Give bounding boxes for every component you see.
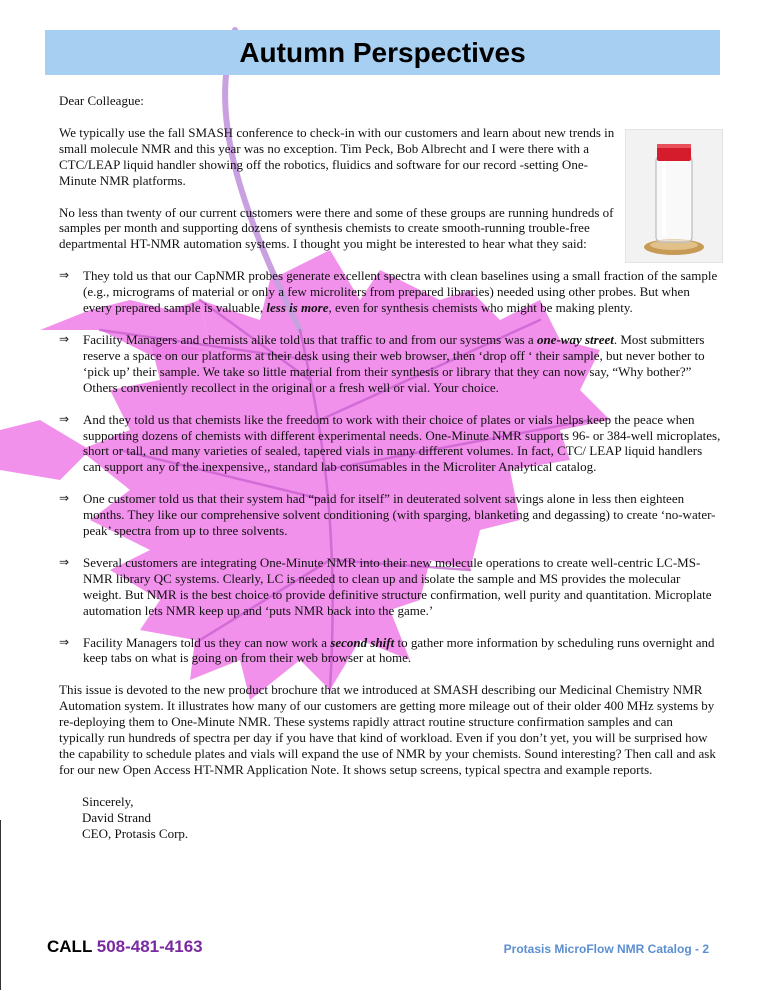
greeting: Dear Colleague: xyxy=(59,93,144,108)
page-title-banner xyxy=(45,30,720,75)
signoff: Sincerely, xyxy=(82,793,134,809)
bullet-item: ⇒ One customer told us that their system had “paid for itself” in deuterated solvent savings alone in less then eighteen months. They like our comprehensive solvent conditioning (with sparging, blanketing and degassing) to create ‘no-water-peak’ spectra from up to three solvents. xyxy=(59,491,716,539)
catalog-page-label: Protasis MicroFlow NMR Catalog - 2 xyxy=(503,942,709,956)
call-label: CALL xyxy=(47,937,93,956)
right-arrow-icon: ⇒ xyxy=(59,634,70,649)
bullet-item: ⇒ Facility Managers and chemists alike told us that traffic to and from our systems was a one-way street. Most submitters reserve a space on our platforms at their desk using their web browser, then ‘drop off ‘ their sample, but never bother to ‘pick up’ their sample. We take so little material from their synthesis or library that they can now say, “Why bother?” Others conveniently recollect in the original or a fresh well or vial. Your choice. xyxy=(59,331,705,395)
bullet-item: ⇒ Facility Managers told us they can now work a second shift to gather more information by scheduling runs overnight and keep tabs on what is going on from their web browser at home. xyxy=(59,634,715,666)
page-title: Autumn Perspectives xyxy=(239,37,526,68)
bullet-emphasis: less is more xyxy=(266,300,329,316)
signature-name: David Strand xyxy=(82,809,151,825)
phone-number: 508-481-4163 xyxy=(96,937,203,956)
right-arrow-icon: ⇒ xyxy=(59,331,70,346)
right-arrow-icon: ⇒ xyxy=(59,554,70,569)
bullet-emphasis: one-way street xyxy=(536,331,614,347)
bullet-item: ⇒ Several customers are integrating One-Minute NMR into their new molecule operations to create well-centric LC-MS-NMR library QC systems. Clearly, LC is needed to clean up and isolate the sample and MS provides the molecular weight. But NMR is the best choice to provide definitive structure confirmation, well purity and quantitation. Microplate automation lets NMR keep up and ‘puts NMR back into the game.’ xyxy=(59,554,712,618)
signature-title: CEO, Protasis Corp. xyxy=(82,825,189,841)
letter-body xyxy=(59,93,721,842)
right-arrow-icon: ⇒ xyxy=(59,268,70,283)
page-edge-line xyxy=(0,820,1,990)
bullet-item: ⇒ They told us that our CapNMR probes generate excellent spectra with clean baselines using a small fraction of the sample (e.g., micrograms of material or only a few microliters from prepared libraries) needed using other probes. But when every prepared sample is valuable, less is more, even for synthesis chemists who might be making plenty. xyxy=(59,268,718,316)
closing-paragraph: This issue is devoted to the new product brochure that we introduced at SMASH describing our Medicinal Chemistry NMR Automation system. It illustrates how many of our customers are getting more mileage out of their older 400 MHz systems by re-deploying them to One-Minute NMR. These systems rapidly attract routine structure confirmation samples and can typically run hundreds of spectra per day if you have that kind of workload. Even if you don’t yet, you will be surprised how the capability to schedule plates and vials will expand the use of NMR by your chemists. Sound interesting? Then call and ask for our new Open Access HT-NMR Application Note. It shows setup screens, typical spectra and example reports. xyxy=(59,682,716,777)
bullet-item: ⇒ And they told us that chemists like the freedom to work with their choice of plates or vials helps keep the peace when supporting dozens of chemists with different experimental needs. One-Minute NMR supports 96- or 384-well microplates, short or tall, and many varieties of sealed, tapered vials in many different volumes. In fact, CTC/ LEAP liquid handlers can support any of the inexpensive,, standard lab consumables in the Microliter Analytical catalog. xyxy=(59,411,721,475)
footer-call xyxy=(47,937,203,957)
right-arrow-icon: ⇒ xyxy=(59,411,70,426)
bullet-emphasis: second shift xyxy=(330,634,395,650)
intro-paragraph: No less than twenty of our current customers were there and some of these groups are running hundreds of samples per month and supporting dozens of synthesis chemists to create smooth-running trouble-free departmental HT-NMR automation systems. I thought you might be interested to hear what they said: xyxy=(59,204,614,252)
intro-paragraph: We typically use the fall SMASH conference to check-in with our customers and learn about new trends in small molecule NMR and this year was no exception. Tim Peck, Bob Albrecht and I were there with a CTC/LEAP liquid handler showing off the robotics, fluidics and software for our record -setting One-Minute NMR platforms. xyxy=(59,124,615,188)
right-arrow-icon: ⇒ xyxy=(59,491,70,506)
